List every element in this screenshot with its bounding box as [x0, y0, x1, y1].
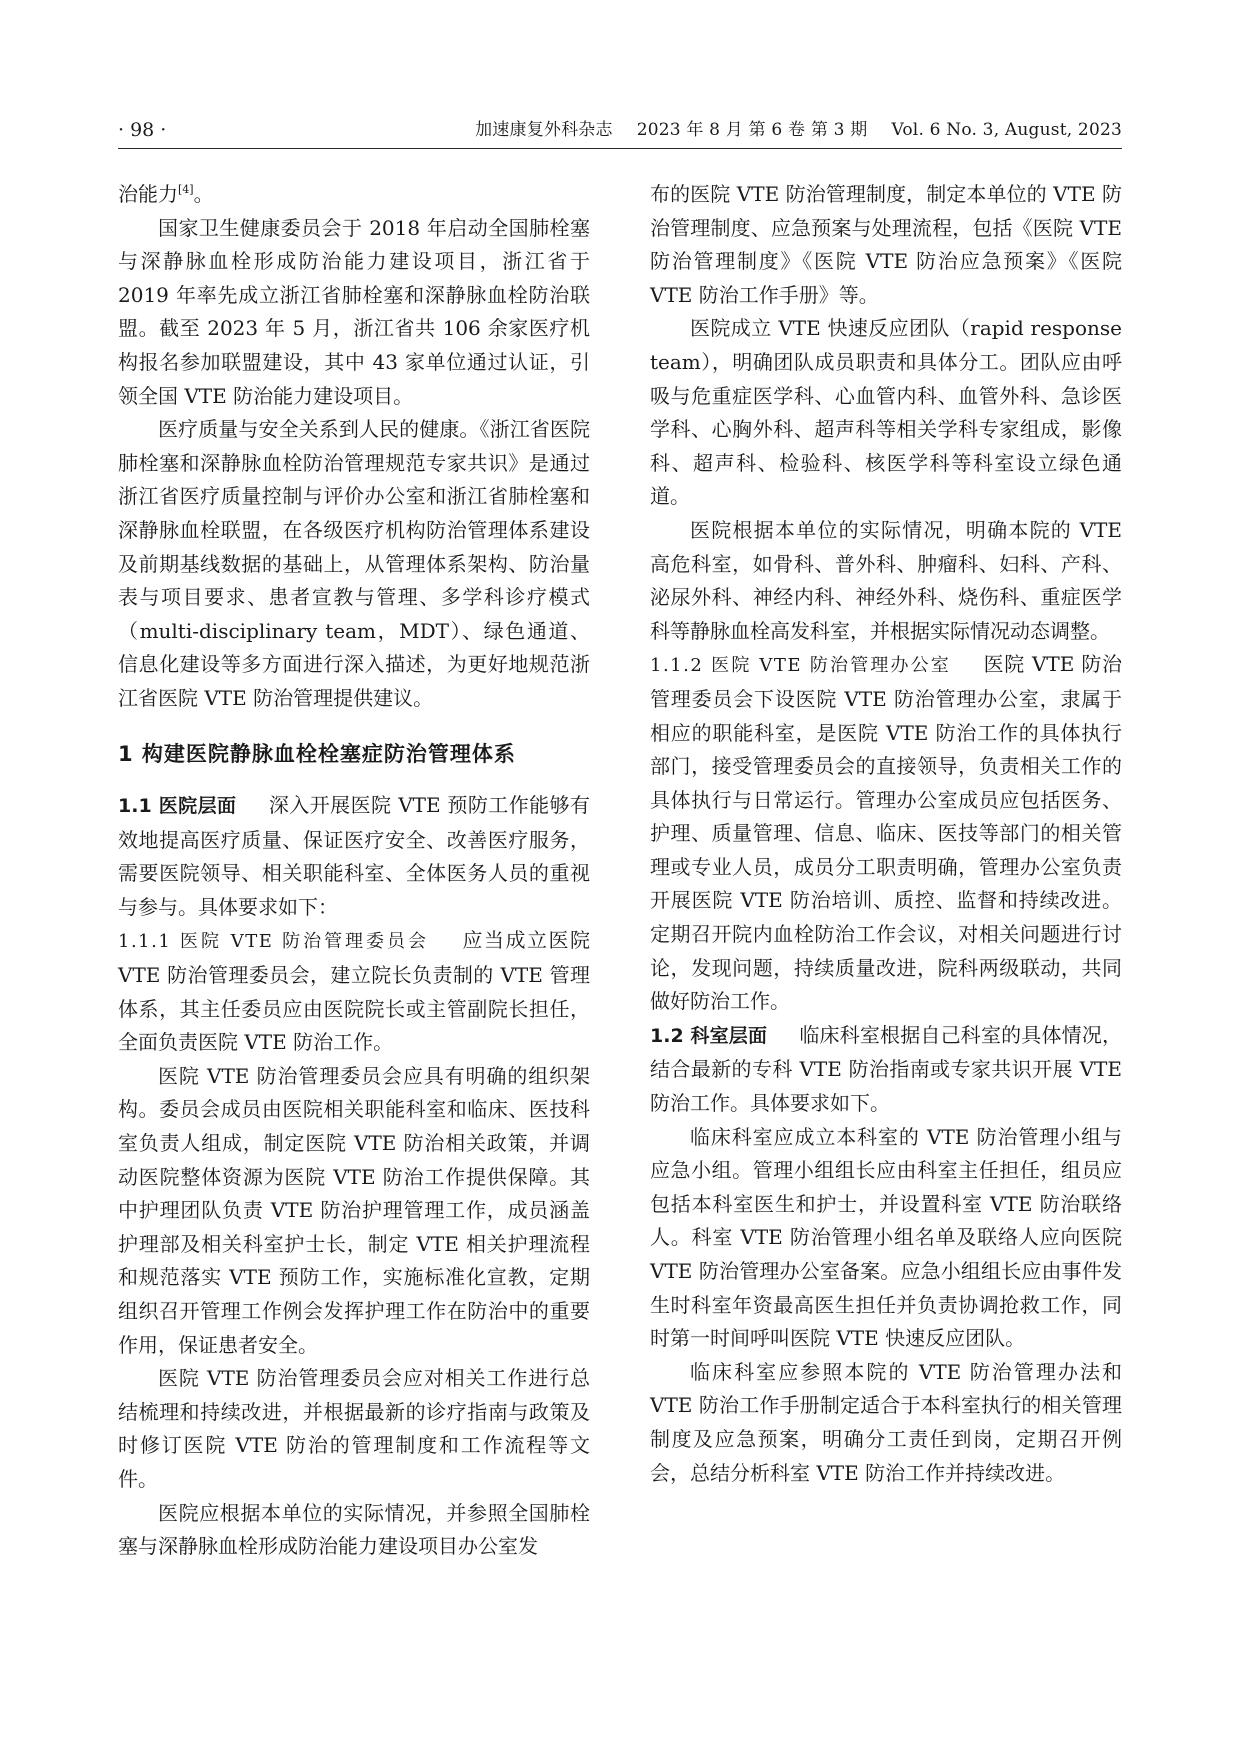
journal-info	[451, 116, 1122, 144]
text: 医院 VTE 防治管理委员会下设医院 VTE 防治管理办公室，隶属于相应的职能科室，是医院 VTE 防治工作的具体执行部门，接受管理委员会的直接领导，负责相关工作的具体执行与日常运行。管理办公室成员应包括医务、护理、质量管理、信息、临床、医技等部门的相关管理或专业人员，成员分工职责明确，管理办公室负责开展医院 VTE 防治培训、质控、监督和持续改进。定期召开院内血栓防治工作会议，对相关问题进行讨论，发现问题，持续质量改进，院科两级联动，共同做好防治工作。	[650, 652, 1122, 1014]
issue-cn: 2023 年 8 月 第 6 卷 第 3 期	[636, 120, 868, 140]
subsubsection-heading: 1.1.1 医院 VTE 防治管理委员会	[118, 931, 430, 953]
subsubsection-heading: 1.1.2 医院 VTE 防治管理办公室	[650, 655, 951, 677]
text: 深入开展医院 VTE 预防工作能够有效地提高医疗质量、保证医疗安全、改善医疗服务，需要医院领导、相关职能科室、全体医务人员的重视与参与。具体要求如下：	[118, 793, 590, 919]
paragraph: 国家卫生健康委员会于 2018 年启动全国肺栓塞与深静脉血栓形成防治能力建设项目，浙江省于 2019 年率先成立浙江省肺栓塞和深静脉血栓防治联盟。截至 2023 年 5 月，浙江省共 106 余家医疗机构报名参加联盟建设，其中 43 家单位通过认证，引领全国 VTE 防治能力建设项目。	[118, 215, 590, 408]
running-header	[118, 116, 1122, 144]
text: 应当成立医院 VTE 防治管理委员会，建立院长负责制的 VTE 管理体系，其主任委员应由医院院长或主管副院长担任，全面负责医院 VTE 防治工作。	[118, 928, 591, 1055]
citation: [4]	[178, 183, 194, 196]
issue-en: Vol. 6 No. 3, August, 2023	[891, 120, 1122, 140]
section-heading: 1 构建医院静脉血栓栓塞症防治管理体系	[118, 741, 516, 766]
paragraph: 医院 VTE 防治管理委员会应具有明确的组织架构。委员会成员由医院相关职能科室和临床、医技科室负责人组成，制定医院 VTE 防治相关政策，并调动医院整体资源为医院 VTE 防治工作提供保障。其中护理团队负责 VTE 防治护理管理工作，成员涵盖护理部及相关科室护士长，制定 VTE 相关护理流程和规范落实 VTE 预防工作，实施标准化宣教，定期组织召开管理工作例会发挥护理工作在防治中的重要作用，保证患者安全。	[118, 1063, 590, 1357]
text: 临床科室根据自己科室的具体情况，结合最新的专科 VTE 防治指南或专家共识开展 VTE 防治工作。具体要求如下。	[650, 1022, 1123, 1116]
paragraph: 医院成立 VTE 快速反应团队（rapid response team），明确团队成员职责和具体分工。团队应由呼吸与危重症医学科、心血管内科、血管外科、急诊医学科、心胸外科、超声科等相关学科专家组成，影像科、超声科、检验科、核医学科等科室设立绿色通道。	[650, 316, 1122, 509]
paragraph: 临床科室应成立本科室的 VTE 防治管理小组与应急小组。管理小组组长应由科室主任担任，组员应包括本科室医生和护士，并设置科室 VTE 防治联络人。科室 VTE 防治管理小组名单及联络人应向医院 VTE 防治管理办公室备案。应急小组组长应由事件发生时科室年资最高医生担任并负责协调抢救工作，同时第一时间呼叫医院 VTE 快速反应团队。	[650, 1124, 1122, 1351]
subsection-paragraph	[118, 789, 590, 924]
paragraph	[118, 178, 590, 212]
paragraph: 医院根据本单位的实际情况，明确本院的 VTE 高危科室，如骨科、普外科、肿瘤科、妇科、产科、泌尿外科、神经内科、神经外科、烧伤科、重症医学科等静脉血栓高发科室，并根据实际情况动态调整。	[650, 517, 1122, 643]
left-column	[118, 178, 590, 1564]
paragraph: 临床科室应参照本院的 VTE 防治管理办法和 VTE 防治工作手册制定适合于本科室执行的相关管理制度及应急预案，明确分工责任到岗，定期召开例会，总结分析科室 VTE 防治工作并持续改进。	[650, 1359, 1122, 1485]
subsection-paragraph	[650, 1019, 1122, 1121]
paragraph: 医院 VTE 防治管理委员会应对相关工作进行总结梳理和持续改进，并根据最新的诊疗指南与政策及时修订医院 VTE 防治的管理制度和工作流程等文件。	[118, 1366, 590, 1491]
subsection-heading: 1.1 医院层面	[118, 795, 237, 818]
header-rule	[118, 148, 1122, 149]
subsection-heading: 1.2 科室层面	[650, 1024, 768, 1047]
paragraph: 布的医院 VTE 防治管理制度，制定本单位的 VTE 防治管理制度、应急预案与处理流程，包括《医院 VTE 防治管理制度》《医院 VTE 防治应急预案》《医院 VTE 防治工作手册》等。	[650, 182, 1122, 307]
journal-name: 加速康复外科杂志	[475, 120, 613, 140]
text: 治能力	[118, 182, 178, 206]
subsubsection-paragraph	[650, 648, 1122, 1019]
paragraph: 医疗质量与安全关系到人民的健康。《浙江省医院肺栓塞和深静脉血栓防治管理规范专家共识》是通过浙江省医疗质量控制与评价办公室和浙江省肺栓塞和深静脉血栓联盟，在各级医疗机构防治管理体系建设及前期基线数据的基础上，从管理体系架构、防治量表与项目要求、患者宣教与管理、多学科诊疗模式（multi-disciplinary team，MDT）、绿色通道、信息化建设等多方面进行深入描述，为更好地规范浙江省医院 VTE 防治管理提供建议。	[118, 417, 590, 710]
paragraph: 医院应根据本单位的实际情况，并参照全国肺栓塞与深静脉血栓形成防治能力建设项目办公室发	[118, 1500, 590, 1559]
subsubsection-paragraph	[118, 924, 590, 1059]
text: 。	[193, 182, 214, 206]
right-column	[650, 178, 1122, 1490]
page-number: · 98 ·	[118, 119, 167, 141]
